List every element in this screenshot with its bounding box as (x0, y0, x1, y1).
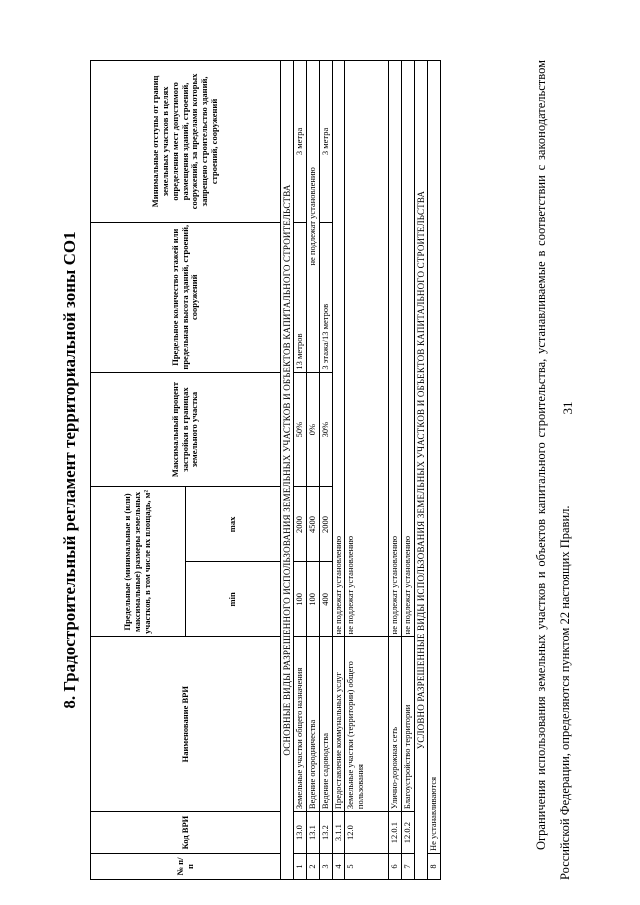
table-row: 8 Не устанавливаются (428, 61, 441, 880)
header-setback: Минимальные отступы от границ земельных участков в целях определения мест допустимого размещения зданий, строений, сооружений, за пределами которых запрещено строительство зданий, строений, сооружений (91, 61, 281, 223)
header-build-pct: Максимальный процент застройки в границах земельного участка (91, 372, 281, 487)
header-floors: Предельное количество этажей или предельная высота зданий, строений, сооружений (91, 222, 281, 372)
table-row: 3 13.2 Ведение садоводства 400 2000 30% 3 этажа/13 метров 3 метра (319, 61, 332, 880)
table-row: 7 12.0.2 Благоустройство территории не подлежат установлению (402, 61, 415, 880)
header-name: Наименование ВРИ (91, 637, 281, 812)
table-row: 4 3.1.1 Предоставление коммунальных услуг не подлежат установлению (332, 61, 345, 880)
regulation-table (90, 60, 441, 880)
table-row: 6 12.0.1 Улично-дорожная сеть не подлежат установлению (389, 61, 402, 880)
table-row: 5 12.0 Земельные участки (территории) общего пользования не подлежат установлению (345, 61, 389, 880)
footnote: Ограничения использования земельных участков и объектов капитального строительства, устанавливаемые в соответствии с законодательством Российской Федерации, определяются пунктом 22 настоящих Правил. (534, 60, 572, 880)
section-main: ОСНОВНЫЕ ВИДЫ РАЗРЕШЕННОГО ИСПОЛЬЗОВАНИЯ ЗЕМЕЛЬНЫХ УЧАСТКОВ И ОБЪЕКТОВ КАПИТАЛЬНОГО СТРОИТЕЛЬСТВА (281, 61, 294, 880)
header-sizes: Предельные (минимальные и (или) максимальные) размеры земельных участков, в том числе их площадь, м² (91, 487, 186, 637)
header-max: max (186, 487, 281, 562)
section-conditional: УСЛОВНО РАЗРЕШЕННЫЕ ВИДЫ ИСПОЛЬЗОВАНИЯ ЗЕМЕЛЬНЫХ УЧАСТКОВ И ОБЪЕКТОВ КАПИТАЛЬНОГО СТРОИТЕЛЬСТВА (414, 61, 427, 880)
table-row: 1 13.0 Земельные участки общего назначения 100 2000 50% 13 метров 3 метра (294, 61, 307, 880)
rotated-page-content (60, 60, 620, 880)
header-num: № п/п (91, 854, 281, 880)
page-number: 31 (560, 401, 575, 415)
table-row: 2 13.1 Ведение огородничества 100 4500 0% не подлежат установлению (307, 61, 320, 880)
header-code: Код ВРИ (91, 812, 281, 854)
header-min: min (186, 562, 281, 637)
page-title: 8. Градостроительный регламент территориальной зоны СО1 (60, 231, 79, 709)
